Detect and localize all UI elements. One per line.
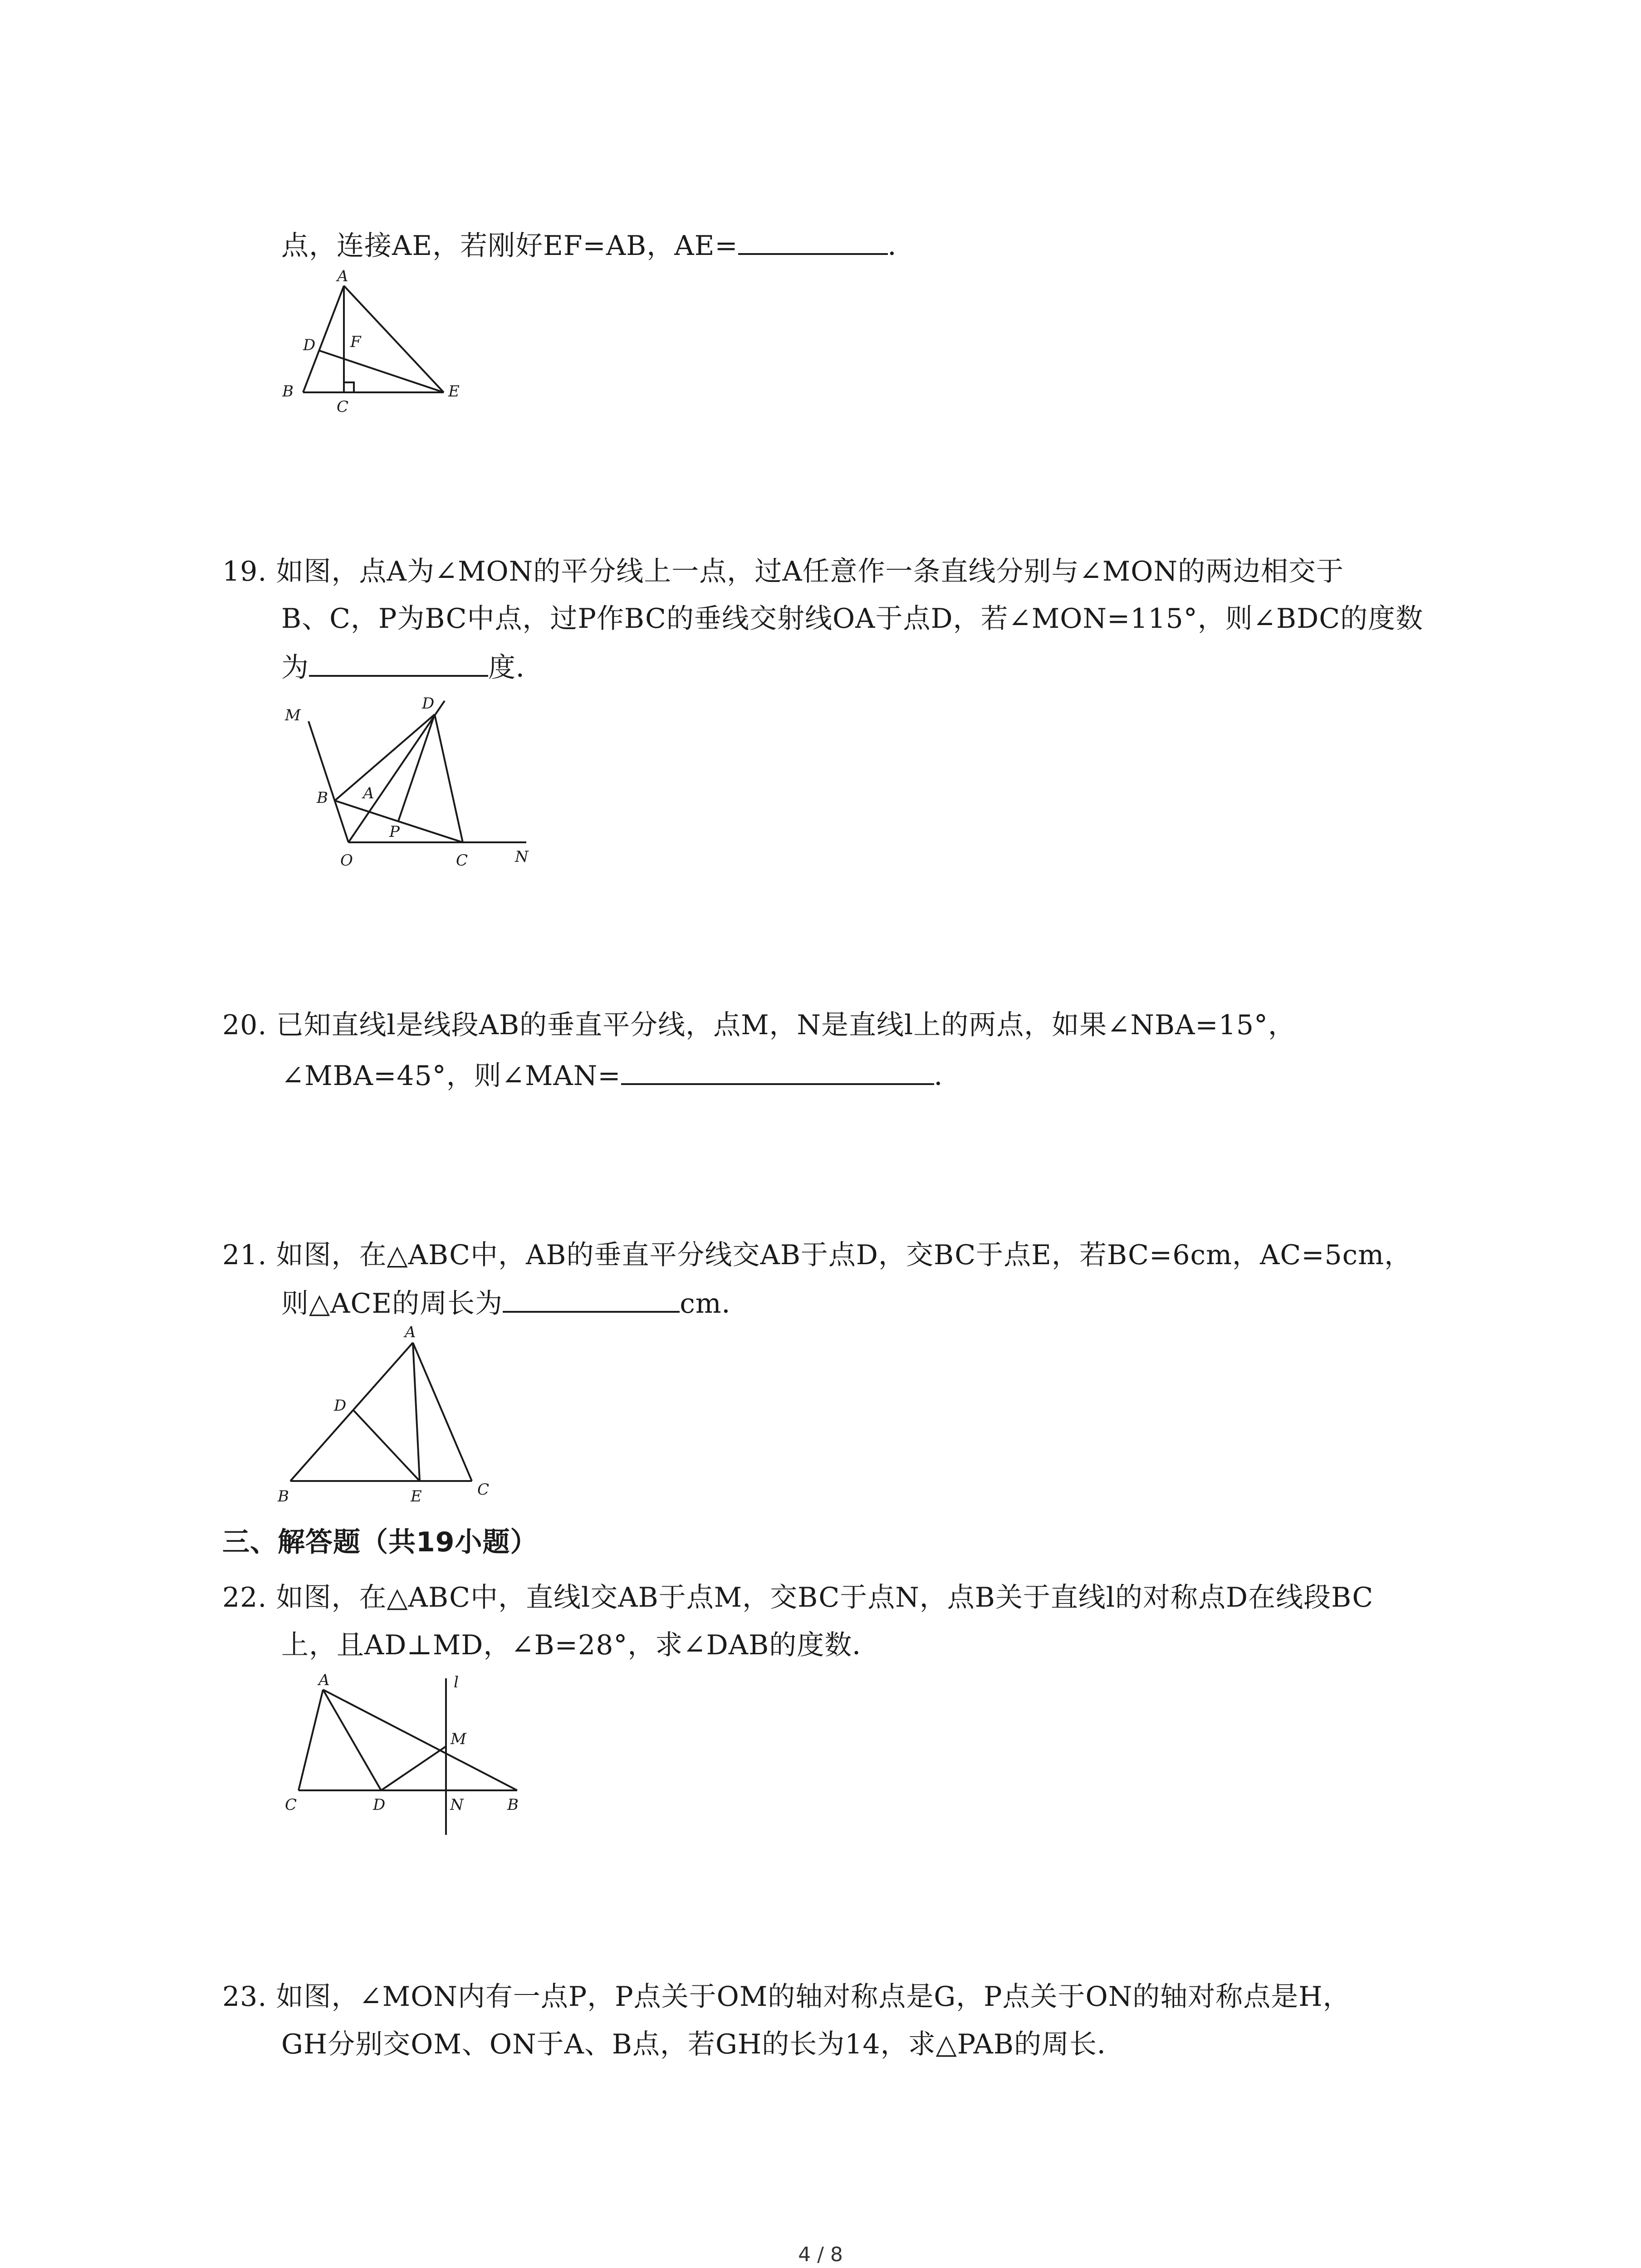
- q19-label-D: D: [422, 694, 435, 713]
- q23-line1: 23. 如图，∠MON内有一点P，P点关于OM的轴对称点是G，P点关于ON的轴对称点是H，: [222, 1981, 1351, 2013]
- q19-line2: B、C，P为BC中点，过P作BC的垂线交射线OA于点D，若∠MON=115°，则∠BDC的度数: [281, 603, 1424, 635]
- q18-label-C: C: [337, 398, 349, 416]
- q22-line1: 22. 如图，在△ABC中，直线l交AB于点M，交BC于点N，点B关于直线l的对称点D在线段BC: [222, 1582, 1374, 1613]
- q19-label-P: P: [389, 823, 400, 841]
- q21-figure: [272, 1325, 508, 1506]
- q21-seg-AC: [413, 1343, 472, 1481]
- q21-answer-blank[interactable]: [503, 1284, 680, 1313]
- q22-seg-DM: [381, 1746, 446, 1790]
- q22-label-M: M: [451, 1730, 466, 1748]
- q18-label-A: A: [337, 267, 348, 285]
- q20-answer-blank[interactable]: [621, 1056, 934, 1085]
- q19-label-B: B: [317, 789, 328, 807]
- q19-label-O: O: [340, 851, 353, 870]
- q19-line3: 为 度．: [281, 648, 544, 687]
- q19-label-N: N: [515, 848, 529, 866]
- section-heading: 三、解答题（共19小题）: [222, 1526, 538, 1558]
- q21-label-B: B: [278, 1487, 289, 1505]
- q21-seg-AE: [413, 1343, 420, 1481]
- q18-label-B: B: [282, 382, 294, 401]
- q21-label-A: A: [405, 1323, 416, 1341]
- q21-label-D: D: [334, 1397, 347, 1415]
- q22-seg-AC: [299, 1690, 323, 1790]
- q22-label-l: l: [454, 1673, 459, 1691]
- q22-label-B: B: [507, 1796, 519, 1814]
- q18-label-E: E: [448, 382, 460, 401]
- q21-label-C: C: [477, 1481, 490, 1499]
- q19-label-C: C: [456, 851, 468, 870]
- q19-label-M: M: [285, 706, 301, 724]
- q21-label-E: E: [411, 1487, 422, 1505]
- page-number: 4 / 8: [798, 2243, 843, 2266]
- q22-label-A: A: [318, 1671, 330, 1689]
- q18-figure: [272, 268, 463, 417]
- q18-line1: 点，连接AE，若刚好EF=AB，AE= ．: [281, 226, 916, 265]
- q18-label-D: D: [303, 336, 316, 354]
- q22-label-N: N: [450, 1796, 464, 1814]
- q21-seg-AB: [290, 1343, 413, 1481]
- q18-answer-blank[interactable]: [738, 226, 888, 255]
- q22-label-D: D: [373, 1796, 386, 1814]
- q19-line1: 19. 如图，点A为∠MON的平分线上一点，过A任意作一条直线分别与∠MON的两边相交于: [222, 556, 1344, 587]
- q19-figure: [272, 689, 554, 880]
- q20-line2: ∠MBA=45°，则∠MAN= ．: [281, 1056, 962, 1095]
- q18-label-F: F: [350, 333, 361, 351]
- q22-label-C: C: [285, 1796, 297, 1814]
- q21-line2: 则△ACE的周长为 cm．: [281, 1284, 749, 1323]
- q18-right-angle-mark: [344, 382, 354, 392]
- q21-seg-DE: [353, 1410, 420, 1481]
- q19-ray-OM: [309, 721, 348, 842]
- q22-line2: 上，且AD⊥MD，∠B=28°，求∠DAB的度数．: [281, 1629, 880, 1661]
- q22-figure: [272, 1665, 554, 1846]
- q21-line1: 21. 如图，在△ABC中，AB的垂直平分线交AB于点D，交BC于点E，若BC=6cm，AC=5cm，: [222, 1239, 1412, 1271]
- q19-answer-blank[interactable]: [309, 648, 488, 677]
- q19-seg-DC: [435, 714, 463, 842]
- q23-line2: GH分别交OM、ON于A、B点，若GH的长为14，求△PAB的周长．: [281, 2028, 1125, 2060]
- q19-label-A: A: [363, 784, 374, 802]
- q20-line1: 20. 已知直线l是线段AB的垂直平分线，点M，N是直线l上的两点，如果∠NBA=15°，: [222, 1009, 1296, 1041]
